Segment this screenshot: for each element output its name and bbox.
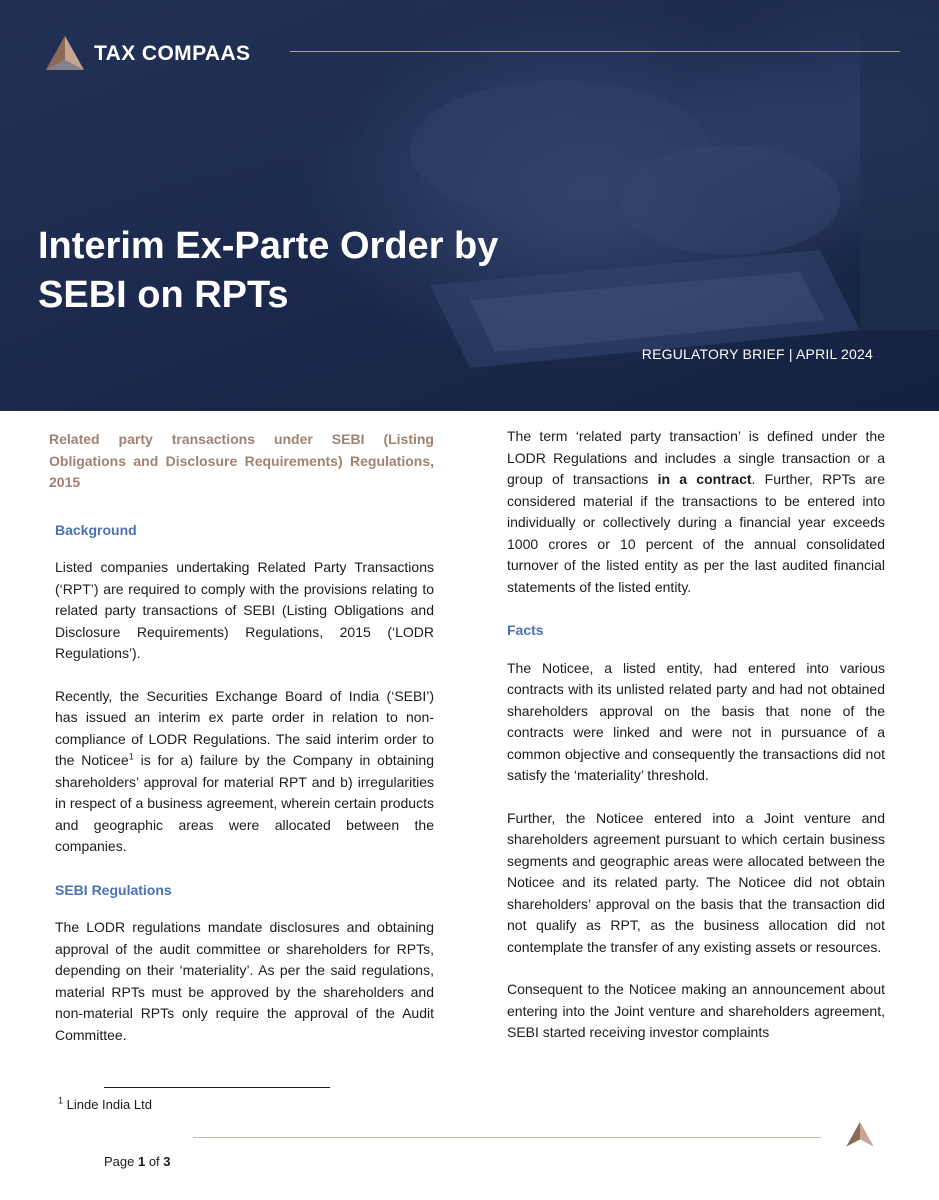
page-number xyxy=(104,1154,171,1169)
title-line-1: Interim Ex-Parte Order by xyxy=(38,225,499,267)
definition-text-a: The term ‘related party transaction’ is defined under the LODR Regulations and includes a single transaction or a group of transactions xyxy=(507,428,885,487)
background-paragraph-2-text-b: is for a) failure by the Company in obtaining shareholders’ approval for material RPT and b) irregularities in respect of a business agreement, wherein certain products and geographic areas were allocated between the companies. xyxy=(55,752,434,854)
background-paragraph-1: Listed companies undertaking Related Party Transactions (‘RPT’) are required to comply with the provisions relating to related party transactions of SEBI (Listing Obligations and Disclosure Requirements) Regulations, 2015 (‘LODR Regulations’). xyxy=(55,559,434,661)
document-subtitle: REGULATORY BRIEF | APRIL 2024 xyxy=(641,346,873,362)
brand-logo xyxy=(46,36,250,72)
footnote-number: 1 xyxy=(58,1095,64,1106)
document-title xyxy=(38,222,638,320)
page-current: 1 xyxy=(137,1154,146,1169)
footnote-reference: 1 xyxy=(128,751,134,762)
definition-bold-text: in a contract xyxy=(657,471,752,487)
background-paragraph-2-text-a: Recently, the Securities Exchange Board of India (‘SEBI’) has issued an interim ex parte order in relation to non-compliance of LODR Regulations. The said interim order to the Noticee xyxy=(55,687,434,768)
regulations-paragraph: The LODR regulations mandate disclosures and obtaining approval of the audit committee or shareholders for RPTs, depending on their ‘materiality’. As per the said regulations, material RPTs must be approved by the shareholders and non-material RPTs only require the approval of the Audit Committee. xyxy=(55,919,434,1043)
definition-paragraph xyxy=(507,426,885,598)
definition-text-b: . Further, RPTs are considered material if the transactions to be entered into individually or collectively during a financial year exceeds 1000 crores or 10 percent of the annual consolidated turnover of the listed entity as per the last audited financial statements of the listed entity. xyxy=(507,471,885,595)
left-column xyxy=(49,429,434,1046)
page-prefix: Page xyxy=(104,1154,138,1169)
heading-background: Background xyxy=(55,521,137,538)
right-column xyxy=(507,426,885,1044)
heading-sebi-regulations: SEBI Regulations xyxy=(55,881,172,898)
page-total: 3 xyxy=(163,1154,171,1169)
lead-paragraph: Related party transactions under SEBI (Listing Obligations and Disclosure Requirements) Regulations, 2015 xyxy=(49,431,434,490)
brand-name: TAX COMPAAS xyxy=(94,42,251,65)
facts-paragraph-2: Further, the Noticee entered into a Joint venture and shareholders agreement pursuant to which certain business segments and geographic areas were allocated between the Noticee and its related party. The Noticee did not obtain shareholders’ approval on the basis that the transaction did not qualify as RPT, as the business allocation did not contemplate the transfer of any existing assets or resources. xyxy=(507,809,885,955)
heading-facts: Facts xyxy=(507,622,544,638)
facts-paragraph-1: The Noticee, a listed entity, had entered into various contracts with its unlisted related party and had not obtained shareholders approval on the basis that none of the contracts were linked and were not in pursuance of a common objective and consequently the transactions did not satisfy the ‘materiality’ threshold. xyxy=(507,659,885,783)
title-line-2: SEBI on RPTs xyxy=(38,274,289,316)
facts-paragraph-3: Consequent to the Noticee making an announcement about entering into the Joint venture and shareholders agreement, SEBI started receiving investor complaints xyxy=(507,981,885,1040)
compass-triangle-icon xyxy=(46,36,84,72)
footer-compass-triangle-icon xyxy=(846,1122,874,1148)
footnote-divider xyxy=(104,1087,330,1088)
hero-banner xyxy=(0,0,939,411)
header-divider xyxy=(290,51,900,52)
footnote xyxy=(58,1097,152,1112)
footer-divider xyxy=(193,1137,821,1138)
background-paragraph-2 xyxy=(49,686,434,858)
page-middle: of xyxy=(145,1154,164,1169)
footnote-text: Linde India Ltd xyxy=(66,1097,152,1112)
